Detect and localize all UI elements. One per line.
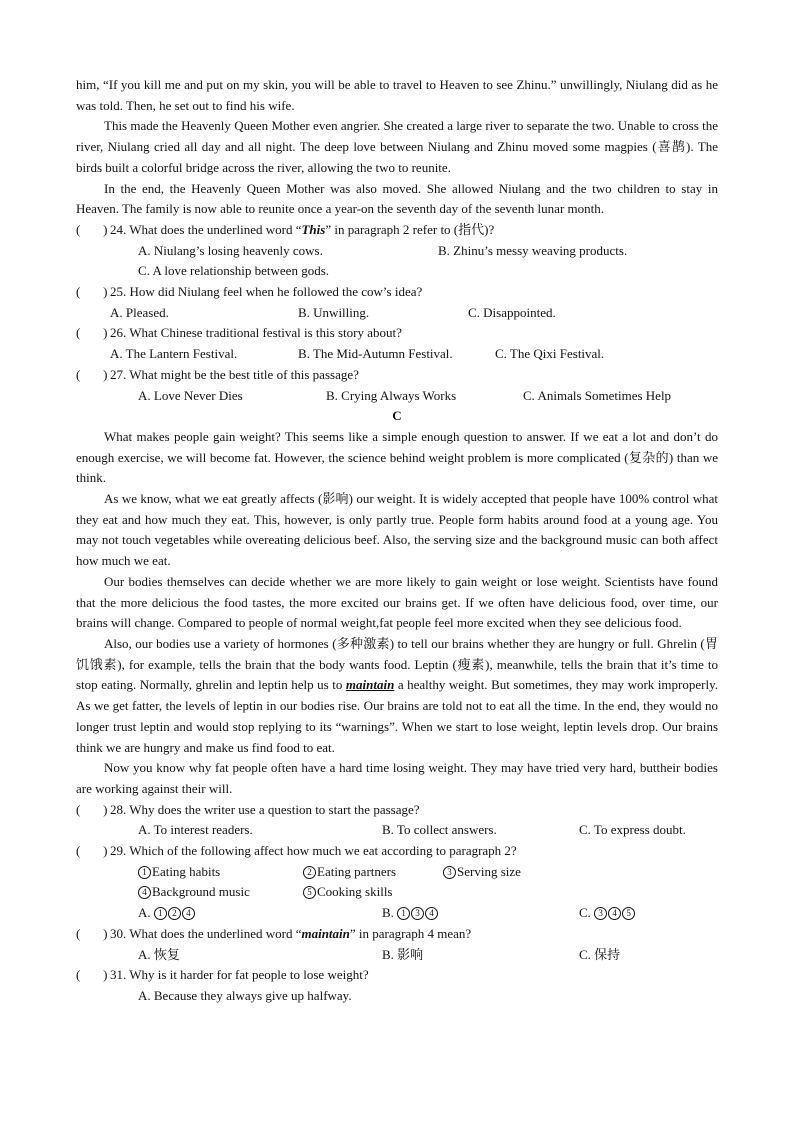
item-4: 4 Background music <box>138 882 303 903</box>
question-text: 25. How did Niulang feel when he followed the cow’s idea? <box>110 284 423 300</box>
question-31 <box>76 965 718 986</box>
question-30 <box>76 924 718 945</box>
option-a: A. The Lantern Festival. <box>110 346 238 362</box>
options-30 <box>76 945 718 966</box>
option-b: B. The Mid-Autumn Festival. <box>298 346 453 362</box>
option-b: B. To collect answers. <box>382 822 497 838</box>
answer-blank[interactable]: ( ) <box>76 843 108 859</box>
question-29 <box>76 841 718 862</box>
option-c: C. To express doubt. <box>579 822 686 838</box>
options-25 <box>76 303 718 324</box>
options-24-c <box>76 261 718 282</box>
passage-paragraph: Our bodies themselves can decide whether we are more likely to gain weight or lose weight. Scientists have found that the more delicious the food tastes, the more excited our brains get. If we often have delicious food, over time, our brains will change. Compared to people of normal weight,fat people feel more excited when they see delicious food. <box>76 573 718 631</box>
answer-blank[interactable]: ( ) <box>76 366 108 382</box>
underlined-word: This <box>301 221 326 237</box>
item-1: 1 Eating habits <box>138 862 303 883</box>
items-29-row1 <box>76 862 718 883</box>
option-b: B. Crying Always Works <box>326 387 457 403</box>
question-text: 31. Why is it harder for fat people to lose weight? <box>110 967 369 983</box>
underlined-word: maintain <box>345 677 395 693</box>
question-25 <box>76 282 718 303</box>
question-28 <box>76 800 718 821</box>
option-b: B. Unwilling. <box>298 304 370 320</box>
option-a: A. Because they always give up halfway. <box>138 987 352 1003</box>
item-2: 2 Eating partners <box>303 862 443 883</box>
question-text: 30. What does the underlined word “maintain” in paragraph 4 mean? <box>110 925 472 941</box>
item-5: 5 Cooking skills <box>303 882 393 903</box>
question-26 <box>76 323 718 344</box>
quoted-word: maintain <box>301 925 350 941</box>
question-text: 27. What might be the best title of this passage? <box>110 366 359 382</box>
circled-number: 3 <box>443 866 456 879</box>
option-b: B. 影响 <box>382 946 424 962</box>
options-26 <box>76 344 718 365</box>
option-c: C. The Qixi Festival. <box>495 346 605 362</box>
option-a: A. Pleased. <box>110 304 169 320</box>
passage-paragraph: Also, our bodies use a variety of hormones (多种激素) to tell our brains whether they are hungry or full. Ghrelin (胃饥饿素), for example, tells the brain that the body wants food. Leptin (瘦素), meanwhile, tells the brain that it’s time to stop eating. Normally, ghrelin and leptin help us to maintain a healthy weight. But sometimes, they may work improperly. As we get fatter, the levels of leptin in our bodies rise. Our brains are told not to eat all the time. In the end, they would no longer trust leptin and would stop replying to its “warnings”. When we start to lose weight, leptin levels drop. Our brains think we are hungry and make us find food to eat. <box>76 635 718 755</box>
option-a: A. To interest readers. <box>138 822 253 838</box>
option-c: C. 保持 <box>579 946 621 962</box>
options-24 <box>76 241 718 262</box>
circled-number: 2 <box>303 866 316 879</box>
passage-paragraph: What makes people gain weight? This seems like a simple enough question to answer. If we eat a lot and don’t do enough exercise, we will become fat. However, the science behind weight problem is more complicated (复杂的) than we think. <box>76 428 718 486</box>
option-b: B. 1 3 4 <box>382 903 579 924</box>
question-text: 26. What Chinese traditional festival is this story about? <box>110 325 402 341</box>
question-24 <box>76 220 718 241</box>
items-29-row2 <box>76 882 718 903</box>
option-c: C. 3 4 5 <box>579 903 636 924</box>
answer-blank[interactable]: ( ) <box>76 325 108 341</box>
item-3: 3 Serving size <box>443 862 521 883</box>
circled-number: 4 <box>138 886 151 899</box>
circled-number: 5 <box>303 886 316 899</box>
answer-blank[interactable]: ( ) <box>76 801 108 817</box>
answer-blank[interactable]: ( ) <box>76 284 108 300</box>
option-c: C. Disappointed. <box>468 304 556 320</box>
story-paragraph: This made the Heavenly Queen Mother even angrier. She created a large river to separate the two. Unable to cross the river, Niulang cried all day and all night. The deep love between Niulang and Zhinu moved some magpies (喜鹊). The birds built a colorful bridge across the river, allowing the two to reunite. <box>76 118 718 175</box>
passage-paragraph: As we know, what we eat greatly affects (影响) our weight. It is widely accepted that people have 100% control what they eat and how much they eat. This, however, is only partly true. People form habits around food at a young age. You may not touch vegetables while overeating delicious beef. Also, the serving size and the background music can both affect how much we eat. <box>76 491 718 569</box>
options-27 <box>76 386 718 407</box>
option-c: C. A love relationship between gods. <box>138 263 330 279</box>
question-27 <box>76 365 718 386</box>
passage-paragraph: Now you know why fat people often have a hard time losing weight. They may have tried very hard, buttheir bodies are working against their will. <box>76 760 718 796</box>
answer-blank[interactable]: ( ) <box>76 221 108 237</box>
question-text: 28. Why does the writer use a question to start the passage? <box>110 801 420 817</box>
option-c: C. Animals Sometimes Help <box>523 387 672 403</box>
option-b: B. Zhinu’s messy weaving products. <box>438 242 628 258</box>
option-a: A. 1 2 4 <box>138 903 382 924</box>
question-text: 29. Which of the following affect how much we eat according to paragraph 2? <box>110 843 517 859</box>
option-a: A. 恢复 <box>138 946 180 962</box>
options-29 <box>76 903 718 924</box>
options-31 <box>76 986 718 1007</box>
answer-blank[interactable]: ( ) <box>76 925 108 941</box>
options-28 <box>76 820 718 841</box>
circled-number: 1 <box>138 866 151 879</box>
question-text: 24. What does the underlined word “This” in paragraph 2 refer to (指代)? <box>110 221 495 237</box>
option-a: A. Niulang’s losing heavenly cows. <box>138 242 323 258</box>
section-heading: C <box>392 408 402 424</box>
exam-page <box>76 75 718 1007</box>
option-a: A. Love Never Dies <box>138 387 243 403</box>
answer-blank[interactable]: ( ) <box>76 967 108 983</box>
story-paragraph: In the end, the Heavenly Queen Mother was also moved. She allowed Niulang and the two children to stay in Heaven. The family is now able to reunite once a year-on the seventh day of the seventh lunar month. <box>76 180 718 217</box>
story-paragraph: him, “If you kill me and put on my skin, you will be able to travel to Heaven to see Zhinu.” unwillingly, Niulang did as he was told. Then, he set out to find his wife. <box>76 77 718 113</box>
